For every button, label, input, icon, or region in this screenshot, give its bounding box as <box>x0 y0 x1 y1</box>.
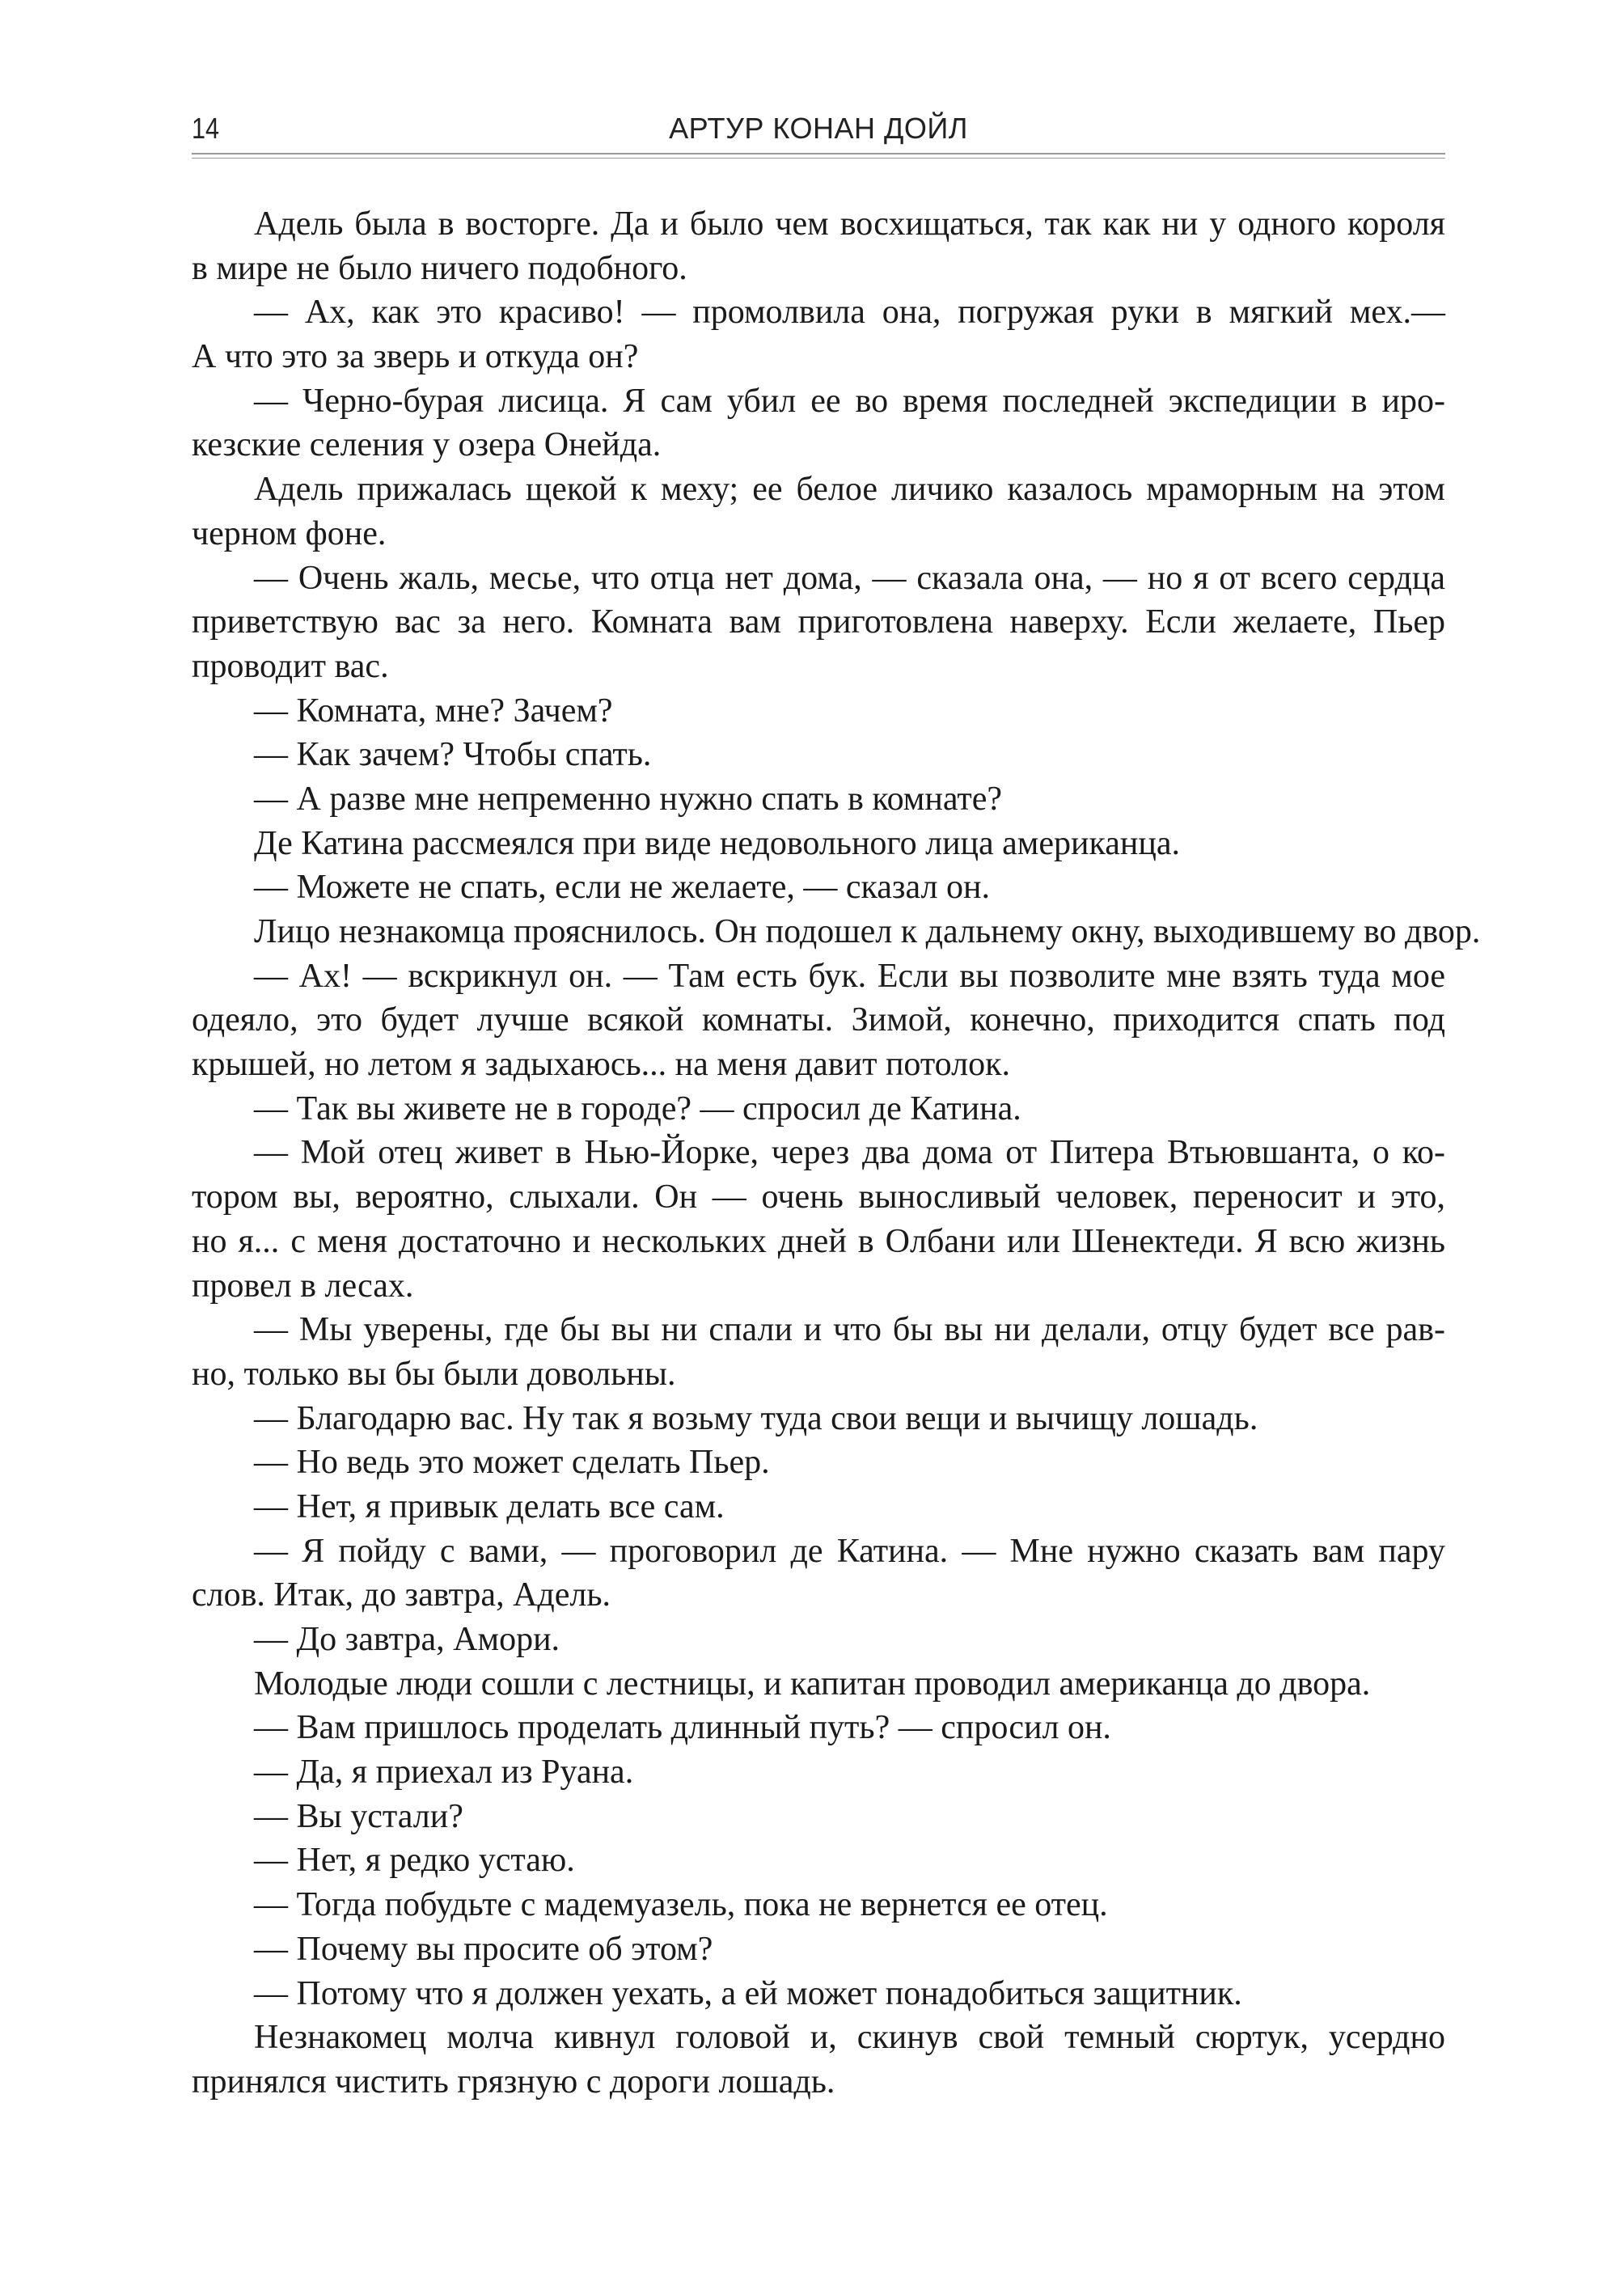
paragraph <box>192 202 1445 290</box>
paragraph <box>192 1308 1445 1396</box>
text-line: — Так вы живете не в городе? — спросил де Катина. <box>254 1089 1021 1127</box>
text-line: Адель была в восторге. Да и было чем восхищаться, так как ни у одного короля <box>254 205 1445 243</box>
text-line: приветствую вас за него. Комната вам приготовлена наверху. Если желаете, Пьер <box>192 603 1445 641</box>
paragraph <box>192 1529 1445 1618</box>
paragraph <box>192 1441 1445 1485</box>
paragraph <box>192 1397 1445 1441</box>
page-number: 14 <box>192 112 220 145</box>
text-line: — Можете не спать, если не желаете, — сказал он. <box>254 869 990 907</box>
paragraph <box>192 1883 1445 1927</box>
text-line: — Потому что я должен уехать, а ей может понадобиться защитник. <box>254 1974 1242 2012</box>
text-line: — Мой отец живет в Нью-Йорке, через два дома от Питера Втьювшанта, о ко- <box>254 1134 1445 1172</box>
paragraph <box>192 1618 1445 1662</box>
text-line: — Но ведь это может сделать Пьер. <box>254 1444 770 1482</box>
text-line: — Вам пришлось проделать длинный путь? — спросил он. <box>254 1709 1111 1747</box>
paragraph <box>192 1087 1445 1132</box>
text-line: Де Катина рассмеялся при виде недовольного лица американца. <box>254 824 1181 862</box>
paragraph <box>192 822 1445 866</box>
paragraph <box>192 910 1481 954</box>
text-line: кезские селения у озера Онейда. <box>192 426 662 464</box>
paragraph <box>192 689 1445 734</box>
text-line: — До завтра, Амори. <box>254 1621 560 1658</box>
text-line: — Очень жаль, месье, что отца нет дома, — сказала она, — но я от всего сердца <box>254 559 1445 597</box>
text-line: проводит вас. <box>192 647 389 685</box>
header-rule-thin <box>192 158 1445 159</box>
text-line: в мире не было ничего подобного. <box>192 249 687 287</box>
text-line: — Комната, мне? Зачем? <box>254 692 613 730</box>
text-line: но, только вы бы были довольны. <box>192 1355 676 1393</box>
text-line: — Почему вы просите об этом? <box>254 1930 713 1968</box>
text-line: — Ах, как это красиво! — промолвила она, погружая руки в мягкий мех.— <box>254 294 1445 332</box>
text-line: Адель прижалась щекой к меху; ее белое личико казалось мраморным на этом <box>254 471 1445 509</box>
text-line: А что это за зверь и откуда он? <box>192 338 639 376</box>
text-line: тором вы, вероятно, слыхали. Он — очень выносливый человек, переносит и это, <box>192 1178 1445 1216</box>
paragraph <box>192 954 1445 1087</box>
paragraph <box>192 733 1445 777</box>
text-line: — Вы устали? <box>254 1797 463 1835</box>
running-title: АРТУР КОНАН ДОЙЛ <box>669 112 968 145</box>
text-line: провел в лесах. <box>192 1267 414 1305</box>
paragraph <box>192 1838 1445 1883</box>
paragraph <box>192 1131 1445 1308</box>
text-line: — Я пойду с вами, — проговорил де Катина. — Мне нужно сказать вам пару <box>254 1532 1445 1570</box>
text-line: — Нет, я привык делать все сам. <box>254 1487 725 1525</box>
text-line: Молодые люди сошли с лестницы, и капитан проводил американца до двора. <box>254 1665 1371 1703</box>
text-line: крышей, но летом я задыхаюсь... на меня давит потолок. <box>192 1046 1010 1084</box>
text-line: — Мы уверены, где бы вы ни спали и что бы вы ни делали, отцу будет все рав- <box>254 1311 1445 1349</box>
paragraph <box>192 1706 1445 1750</box>
text-line: одеяло, это будет лучше всякой комнаты. Зимой, конечно, приходится спать под <box>192 1001 1445 1039</box>
text-line: Незнакомец молча кивнул головой и, скинув свой темный сюртук, усердно <box>254 2019 1445 2057</box>
paragraph <box>192 379 1445 467</box>
running-header <box>192 112 1445 152</box>
text-line: — Ах! — вскрикнул он. — Там есть бук. Если вы позволите мне взять туда мое <box>254 957 1445 995</box>
paragraph <box>192 290 1445 379</box>
paragraph <box>192 1750 1445 1795</box>
text-line: — Нет, я редко устаю. <box>254 1842 575 1880</box>
text-line: слов. Итак, до завтра, Адель. <box>192 1576 611 1614</box>
text-line: — Черно-бурая лисица. Я сам убил ее во время последней экспедиции в иро- <box>254 382 1445 420</box>
text-line: — Как зачем? Чтобы спать. <box>254 736 652 774</box>
text-line: — Благодарю вас. Ну так я возьму туда свои вещи и вычищу лошадь. <box>254 1399 1258 1437</box>
paragraph <box>192 1662 1445 1707</box>
text-line: — Да, я приехал из Руана. <box>254 1754 634 1792</box>
text-line: Лицо незнакомца прояснилось. Он подошел к дальнему окну, выходившему во двор. <box>254 913 1481 950</box>
text-line: — Тогда побудьте с мадемуазель, пока не вернется ее отец. <box>254 1886 1108 1924</box>
text-line: черном фоне. <box>192 514 387 552</box>
paragraph <box>192 777 1445 822</box>
text-line: принялся чистить грязную с дороги лошадь. <box>192 2062 835 2101</box>
paragraph <box>192 865 1445 910</box>
paragraph <box>192 556 1445 689</box>
text-line: — А разве мне непременно нужно спать в комнате? <box>254 780 1003 818</box>
paragraph <box>192 1485 1445 1529</box>
paragraph <box>192 1795 1445 1839</box>
paragraph <box>192 467 1445 556</box>
paragraph <box>192 2016 1445 2104</box>
body-text <box>192 202 1481 2105</box>
text-line: но я... с меня достаточно и нескольких дней в Олбани или Шенектеди. Я всю жизнь <box>192 1222 1445 1260</box>
header-rule <box>192 153 1445 154</box>
paragraph <box>192 1972 1445 2016</box>
paragraph <box>192 1927 1445 1972</box>
